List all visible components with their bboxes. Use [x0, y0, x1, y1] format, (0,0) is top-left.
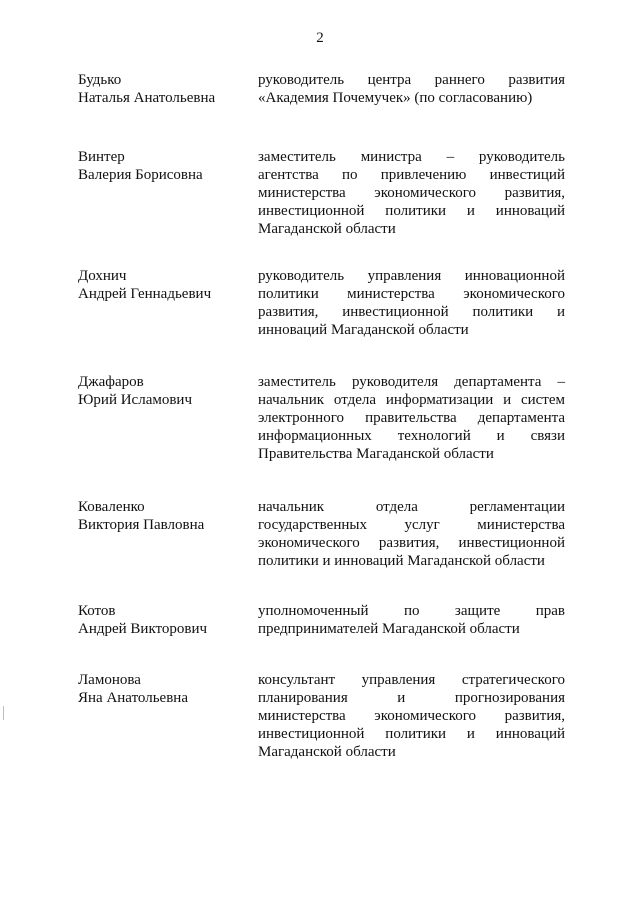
- position-line: инвестиционной политики и инноваций: [258, 726, 565, 742]
- position-line: инвестиционной политики и инноваций: [258, 203, 565, 219]
- position-line: заместитель руководителя департамента –: [258, 374, 565, 390]
- member-name: [78, 148, 258, 238]
- position-line: начальник отдела информатизации и систем: [258, 392, 565, 408]
- position-line: государственных услуг министерства: [258, 517, 565, 533]
- member-name: [78, 267, 258, 339]
- member-given-names: Наталья Анатольевна: [78, 90, 216, 106]
- member-position: [258, 148, 565, 238]
- position-line: министерства экономического развития,: [258, 185, 565, 201]
- position-line: руководитель центра раннего развития: [258, 72, 565, 88]
- member-name: [78, 671, 258, 761]
- position-line: планирования и прогнозирования: [258, 690, 565, 706]
- member-given-names: Юрий Исламович: [78, 392, 193, 408]
- member-surname: Ламонова: [78, 672, 141, 688]
- scan-margin-mark: [3, 706, 4, 720]
- position-line: предпринимателей Магаданской области: [258, 621, 520, 637]
- member-position: [258, 671, 565, 761]
- position-line: уполномоченный по защите прав: [258, 603, 565, 619]
- member-name: [78, 373, 258, 463]
- member-entry-lamonova: [78, 671, 578, 761]
- position-line: заместитель министра – руководитель: [258, 149, 565, 165]
- position-line: политики министерства экономического: [258, 286, 565, 302]
- position-line: экономического развития, инвестиционной: [258, 535, 565, 551]
- member-surname: Коваленко: [78, 499, 145, 515]
- member-name: [78, 602, 258, 638]
- position-line: электронного правительства департамента: [258, 410, 565, 426]
- member-surname: Котов: [78, 603, 116, 619]
- member-position: [258, 498, 565, 570]
- position-line: политики и инноваций Магаданской области: [258, 553, 545, 569]
- member-given-names: Виктория Павловна: [78, 517, 205, 533]
- position-line: министерства экономического развития,: [258, 708, 565, 724]
- position-line: информационных технологий и связи: [258, 428, 565, 444]
- position-line: Магаданской области: [258, 744, 396, 760]
- member-entry-dzhafarov: [78, 373, 578, 463]
- member-entry-dokhnich: [78, 267, 578, 339]
- page-number: 2: [316, 30, 324, 46]
- position-line: Правительства Магаданской области: [258, 446, 494, 462]
- member-given-names: Яна Анатольевна: [78, 690, 188, 706]
- member-entry-budko: [78, 71, 578, 107]
- position-line: инноваций Магаданской области: [258, 322, 469, 338]
- position-line: консультант управления стратегического: [258, 672, 565, 688]
- member-surname: Дохнич: [78, 268, 127, 284]
- member-surname: Будько: [78, 72, 122, 88]
- member-surname: Джафаров: [78, 374, 144, 390]
- member-position: [258, 373, 565, 463]
- member-position: [258, 267, 565, 339]
- member-given-names: Андрей Геннадьевич: [78, 286, 212, 302]
- member-name: [78, 71, 258, 107]
- position-line: агентства по привлечению инвестиций: [258, 167, 565, 183]
- member-given-names: Валерия Борисовна: [78, 167, 203, 183]
- position-line: начальник отдела регламентации: [258, 499, 565, 515]
- member-given-names: Андрей Викторович: [78, 621, 208, 637]
- position-line: «Академия Почемучек» (по согласованию): [258, 90, 533, 106]
- member-entry-kovalenko: [78, 498, 578, 570]
- member-position: [258, 602, 565, 638]
- member-surname: Винтер: [78, 149, 125, 165]
- position-line: руководитель управления инновационной: [258, 268, 565, 284]
- member-entry-kotov: [78, 602, 578, 638]
- position-line: развития, инвестиционной политики и: [258, 304, 565, 320]
- member-name: [78, 498, 258, 570]
- position-line: Магаданской области: [258, 221, 396, 237]
- member-position: [258, 71, 565, 107]
- member-entry-vinter: [78, 148, 578, 238]
